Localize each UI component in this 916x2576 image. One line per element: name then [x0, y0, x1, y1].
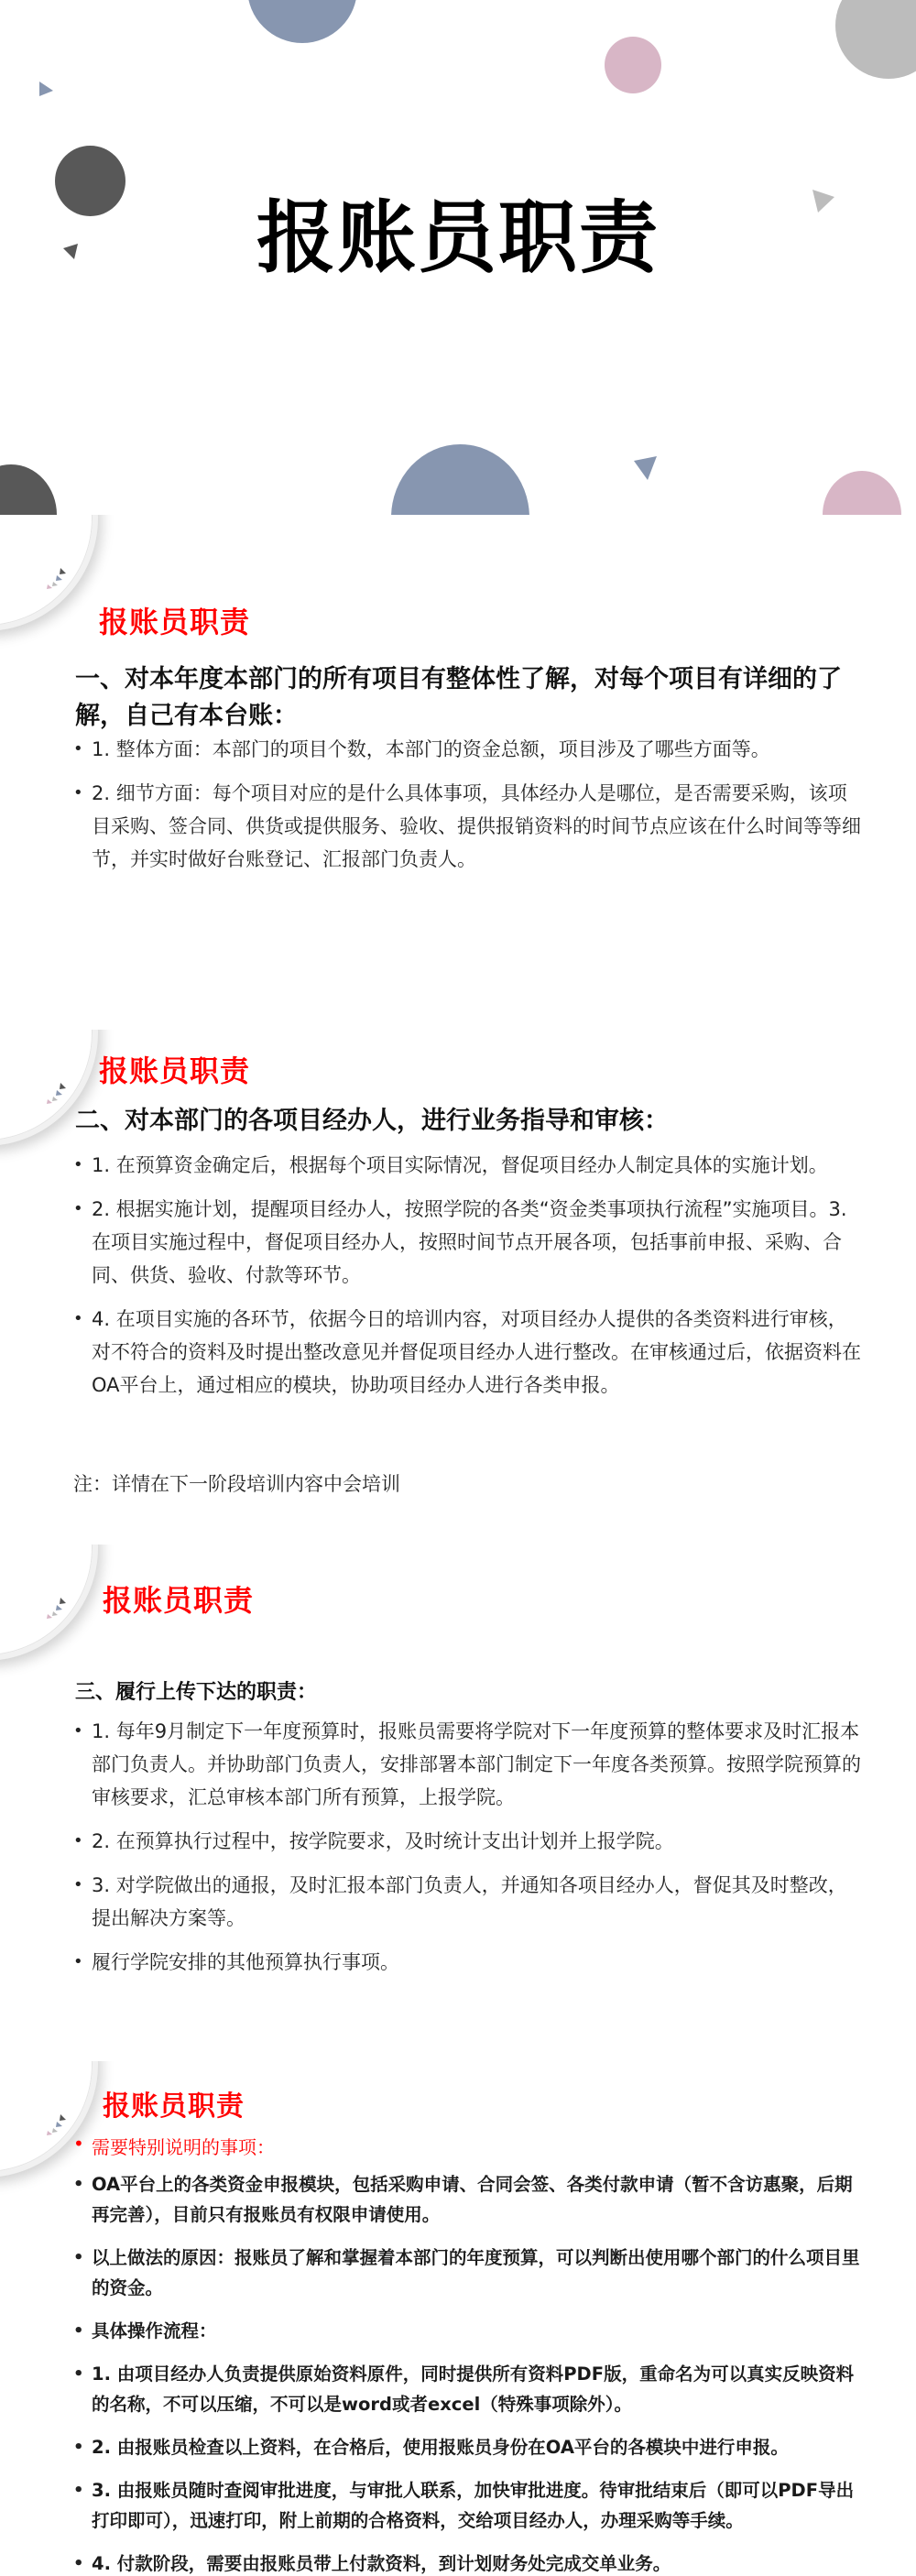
section-red-title: 报账员职责 [103, 2090, 245, 2123]
bullet-list [73, 2169, 861, 2576]
ornament-triangles-icon [42, 1081, 70, 1108]
list-item: • 2. 在预算执行过程中，按学院要求，及时统计支出计划并上报学院。 [73, 1825, 861, 1858]
section-communication [0, 1545, 916, 2059]
ornament-triangles-icon [42, 566, 70, 594]
section-heading: 二、对本部门的各项目经办人，进行业务指导和审核： [75, 1107, 669, 1135]
blue-halfcircle-decoration [391, 444, 529, 515]
section-overview [0, 515, 916, 1030]
list-item: • 3. 由报账员随时查阅审批进度，与审批人联系，加快审批进度。待审批结束后（即可以PDF导出打印即可），迅速打印，附上前期的合格资料，交给项目经办人，办理采购等手续。 [73, 2475, 861, 2536]
list-item: • 以上做法的原因：报账员了解和掌握着本部门的年度预算，可以判断出使用哪个部门的什么项目里的资金。 [73, 2243, 861, 2303]
list-item: • 履行学院安排的其他预算执行事项。 [73, 1946, 861, 1979]
blue-triangle-decoration-2 [632, 453, 660, 482]
section-red-title: 报账员职责 [99, 605, 251, 639]
list-item: • 4. 付款阶段，需要由报账员带上付款资料，到计划财务处完成交单业务。 [73, 2549, 861, 2576]
list-item: • 4. 在项目实施的各环节，依据今日的培训内容，对项目经办人提供的各类资料进行审核，对不符合的资料及时提出整改意见并督促项目经办人进行整改。在审核通过后，依据资料在OA平台上，通过相应的模块，协助项目经办人进行各类申报。 [73, 1303, 861, 1402]
ornament-triangles-icon [42, 2112, 70, 2140]
pink-circle-decoration [605, 37, 661, 93]
pink-halfcircle-decoration [823, 471, 901, 515]
section-red-title: 报账员职责 [99, 1053, 251, 1088]
list-item: • 1. 每年9月制定下一年度预算时，报账员需要将学院对下一年度预算的整体要求及时汇报本部门负责人。并协助部门负责人，安排部署本部门制定下一年度各类预算。按照学院预算的审核要求，汇总审核本部门所有预算，上报学院。 [73, 1715, 861, 1814]
list-item: • 2. 根据实施计划，提醒项目经办人，按照学院的各类“资金类事项执行流程”实施项目。3. 在项目实施过程中，督促项目经办人，按照时间节点开展各项，包括事前申报、采购、合同、供货、验收、付款等环节。 [73, 1193, 861, 1292]
blue-circle-decoration [247, 0, 357, 43]
section-heading: 三、履行上传下达的职责： [75, 1681, 318, 1704]
section-guidance [0, 1030, 916, 1545]
list-item: • 2. 由报账员检查以上资料，在合格后，使用报账员身份在OA平台的各模块中进行申报。 [73, 2432, 861, 2462]
gray-circle-decoration [835, 0, 916, 79]
list-item: • 具体操作流程： [73, 2316, 861, 2346]
page-title: 报账员职责 [256, 192, 660, 284]
ornament-triangles-icon [42, 1596, 70, 1623]
section-red-title: 报账员职责 [103, 1583, 255, 1618]
special-notes-label: • 需要特别说明的事项： [73, 2133, 275, 2159]
list-item: • 1. 在预算资金确定后，根据每个项目实际情况，督促项目经办人制定具体的实施计划。 [73, 1149, 861, 1182]
section-note: 注：详情在下一阶段培训内容中会培训 [73, 1473, 400, 1495]
list-item: • OA平台上的各类资金申报模块，包括采购申请、合同会签、各类付款申请（暂不含访惠聚，后期再完善），目前只有报账员有权限申请使用。 [73, 2169, 861, 2230]
bullet-list [73, 1149, 861, 1413]
list-item: • 1. 由项目经办人负责提供原始资料原件，同时提供所有资料PDF版，重命名为可以真实反映资料的名称，不可以压缩，不可以是word或者excel（特殊事项除外）。 [73, 2359, 861, 2419]
list-item: • 1. 整体方面：本部门的项目个数，本部门的资金总额，项目涉及了哪些方面等。 [73, 733, 861, 766]
bullet-list [73, 733, 861, 887]
title-banner [0, 0, 916, 515]
list-item: • 3. 对学院做出的通报，及时汇报本部门负责人，并通知各项目经办人，督促其及时整改，提出解决方案等。 [73, 1869, 861, 1935]
section-special-notes [0, 2061, 916, 2576]
dark-halfcircle-decoration [0, 464, 57, 515]
list-item: • 2. 细节方面：每个项目对应的是什么具体事项，具体经办人是哪位，是否需要采购，该项目采购、签合同、供货或提供服务、验收、提供报销资料的时间节点应该在什么时间等等细节，并实时做好台账登记、汇报部门负责人。 [73, 777, 861, 876]
section-heading: 一、对本年度本部门的所有项目有整体性了解，对每个项目有详细的了解，自己有本台账： [75, 665, 842, 730]
bullet-list [73, 1715, 861, 1990]
blue-triangle-decoration [37, 79, 57, 99]
